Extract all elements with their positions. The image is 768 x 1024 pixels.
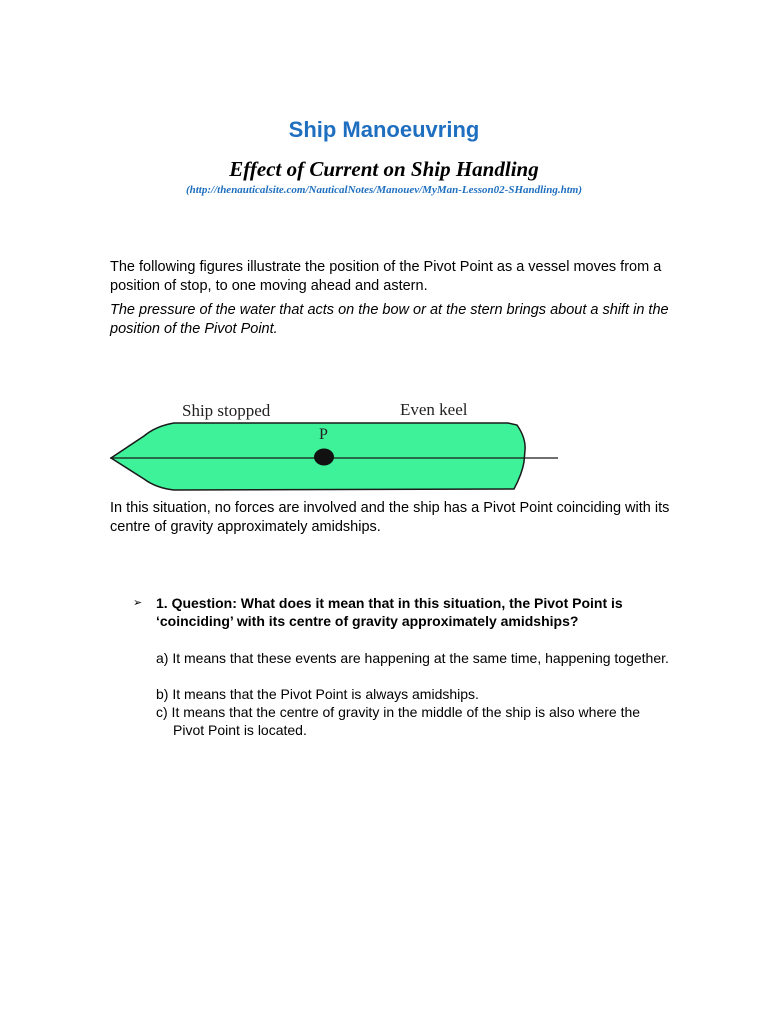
page-title: Ship Manoeuvring	[288, 117, 480, 142]
answer-option-b[interactable]: b) It means that the Pivot Point is always amidships.	[156, 686, 479, 702]
pivot-point-marker	[314, 449, 334, 466]
answer-option-c[interactable]: c) It means that the centre of gravity in the middle of the ship is also where the Pivot Point is located.	[156, 704, 641, 738]
answer-option-a[interactable]: a) It means that these events are happening at the same time, happening together.	[156, 650, 669, 666]
intro-paragraph: The following figures illustrate the position of the Pivot Point as a vessel moves from a position of stop, to one moving ahead and astern.	[110, 259, 662, 294]
intro-italic-paragraph: The pressure of the water that acts on the bow or at the stern brings about a shift in the position of the Pivot Point.	[110, 302, 669, 337]
ship-stopped-diagram	[108, 392, 563, 492]
ship-stopped-label: Ship stopped	[182, 401, 271, 420]
even-keel-label: Even keel	[400, 400, 468, 419]
pivot-point-label: P	[319, 426, 328, 443]
source-url[interactable]: (http://thenauticalsite.com/NauticalNotes/Manouev/MyMan-Lesson02-SHandling.htm)	[185, 184, 583, 196]
question-text: 1. Question: What does it mean that in this situation, the Pivot Point is ‘coinciding’ with its centre of gravity approximately amidships?	[156, 595, 623, 629]
arrowhead-bullet-icon: ➢	[133, 597, 143, 609]
explanation-paragraph: In this situation, no forces are involved and the ship has a Pivot Point coinciding with its centre of gravity approximately amidships.	[110, 500, 670, 535]
page-subtitle: Effect of Current on Ship Handling	[229, 157, 539, 181]
